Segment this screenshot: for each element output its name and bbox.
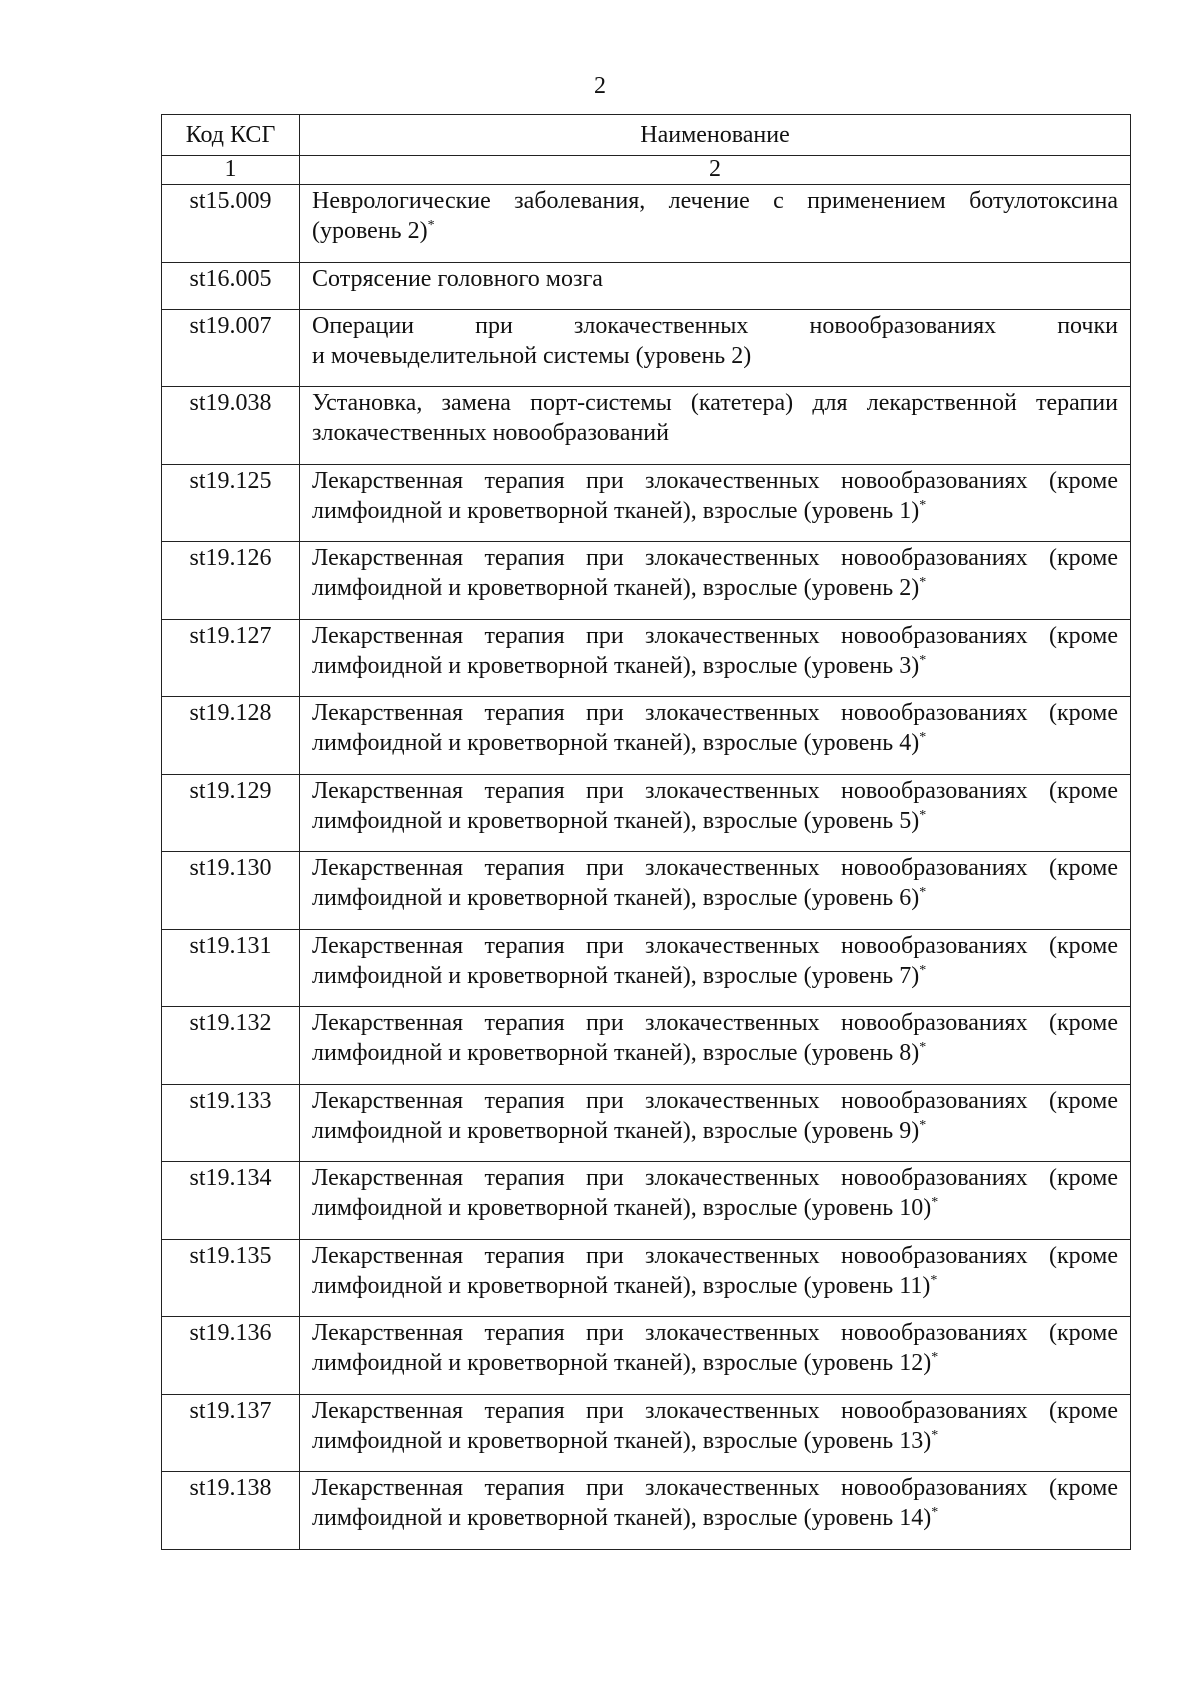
table-row: [162, 1007, 1131, 1085]
ksg-name-line: [312, 1241, 1118, 1271]
ksg-name: [300, 309, 1131, 387]
ksg-code: st16.005: [162, 262, 300, 309]
table-row: [162, 387, 1131, 465]
ksg-name-text: Лекарственная терапия при злокачественных новообразованиях (кроме: [312, 622, 1118, 649]
ksg-name: [300, 1472, 1131, 1550]
table-row: [162, 852, 1131, 930]
table-row: [162, 185, 1131, 263]
ksg-name-text: Сотрясение головного мозга: [312, 265, 603, 292]
ksg-name-text: лимфоидной и кроветворной тканей), взрослые (уровень 11): [312, 1272, 931, 1299]
ksg-code: st19.135: [162, 1239, 300, 1317]
ksg-name-line: [312, 1503, 1118, 1533]
header-row: [162, 115, 1131, 156]
footnote-marker: *: [919, 730, 927, 745]
header-code: Код КСГ: [162, 115, 300, 156]
ksg-name-text: лимфоидной и кроветворной тканей), взрослые (уровень 10): [312, 1195, 932, 1221]
ksg-name: [300, 1162, 1131, 1240]
table-row: [162, 619, 1131, 697]
table-row: [162, 1394, 1131, 1472]
table-header: [162, 115, 1131, 185]
footnote-marker: *: [919, 575, 927, 590]
ksg-name-line: [312, 651, 1118, 681]
ksg-name-line: [312, 1348, 1118, 1378]
ksg-name: [300, 929, 1131, 1007]
footnote-marker: *: [931, 1195, 939, 1210]
footnote-marker: *: [919, 652, 927, 668]
ksg-name-text: Лекарственная терапия при злокачественных новообразованиях (кроме: [312, 545, 1118, 571]
ksg-name-line: [312, 698, 1118, 728]
ksg-name-text: Лекарственная терапия при злокачественных новообразованиях (кроме: [312, 1242, 1118, 1269]
footnote-marker: *: [919, 885, 927, 900]
ksg-name-text: Неврологические заболевания, лечение с применением ботулотоксина: [312, 188, 1118, 214]
ksg-name-line: [312, 621, 1118, 651]
ksg-name-text: Лекарственная терапия при злокачественных новообразованиях (кроме: [312, 855, 1118, 881]
ksg-table: [161, 114, 1131, 1550]
ksg-name-text: Операции при злокачественных новообразованиях почки: [312, 312, 1118, 339]
ksg-name-line: [312, 418, 1118, 448]
ksg-name-text: лимфоидной и кроветворной тканей), взрослые (уровень 3): [312, 652, 920, 679]
ksg-code: st19.127: [162, 619, 300, 697]
ksg-name-line: [312, 1426, 1118, 1456]
ksg-code: st19.131: [162, 929, 300, 1007]
ksg-name-text: злокачественных новообразований: [312, 420, 669, 446]
ksg-name-text: лимфоидной и кроветворной тканей), взрослые (уровень 8): [312, 1040, 920, 1066]
ksg-name-line: [312, 1163, 1118, 1193]
ksg-name-text: лимфоидной и кроветворной тканей), взрослые (уровень 6): [312, 885, 920, 911]
ksg-name: [300, 1239, 1131, 1317]
ksg-name-text: лимфоидной и кроветворной тканей), взрослые (уровень 9): [312, 1117, 920, 1144]
ksg-name-line: [312, 341, 1118, 371]
ksg-name-text: лимфоидной и кроветворной тканей), взрослые (уровень 12): [312, 1350, 932, 1376]
ksg-name-text: Лекарственная терапия при злокачественных новообразованиях (кроме: [312, 1010, 1118, 1036]
ksg-name-line: [312, 388, 1118, 418]
ksg-code: st15.009: [162, 185, 300, 263]
table-row: [162, 1084, 1131, 1162]
ksg-name: [300, 1084, 1131, 1162]
column-numbers-row: [162, 156, 1131, 185]
ksg-code: st19.137: [162, 1394, 300, 1472]
ksg-name-line: [312, 1193, 1118, 1223]
ksg-code: st19.126: [162, 542, 300, 620]
ksg-name-line: [312, 496, 1118, 526]
table-row: [162, 929, 1131, 1007]
ksg-name-line: [312, 1396, 1118, 1426]
ksg-name-text: Установка, замена порт-системы (катетера) для лекарственной терапии: [312, 390, 1118, 416]
ksg-name-text: и мочевыделительной системы (уровень 2): [312, 342, 752, 369]
ksg-name-text: лимфоидной и кроветворной тканей), взрослые (уровень 7): [312, 962, 920, 989]
ksg-name-line: [312, 1318, 1118, 1348]
ksg-name: [300, 262, 1131, 309]
ksg-name-line: [312, 806, 1118, 836]
ksg-code: st19.132: [162, 1007, 300, 1085]
ksg-name-text: Лекарственная терапия при злокачественных новообразованиях (кроме: [312, 1087, 1118, 1114]
ksg-name-text: лимфоидной и кроветворной тканей), взрослые (уровень 14): [312, 1505, 932, 1531]
ksg-code: st19.134: [162, 1162, 300, 1240]
ksg-name-line: [312, 216, 1118, 246]
ksg-name-text: лимфоидной и кроветворной тканей), взрослые (уровень 1): [312, 497, 920, 524]
table-row: [162, 1472, 1131, 1550]
ksg-name: [300, 1007, 1131, 1085]
footnote-marker: *: [931, 1505, 939, 1520]
table-row: [162, 262, 1131, 309]
footnote-marker: *: [931, 1427, 939, 1443]
footnote-marker: *: [919, 1117, 927, 1133]
ksg-name-line: [312, 853, 1118, 883]
header-name: Наименование: [300, 115, 1131, 156]
ksg-name-line: [312, 1038, 1118, 1068]
footnote-marker: *: [930, 1272, 938, 1288]
ksg-name-text: лимфоидной и кроветворной тканей), взрослые (уровень 5): [312, 807, 920, 834]
table-row: [162, 774, 1131, 852]
ksg-code: st19.038: [162, 387, 300, 465]
ksg-name-line: [312, 776, 1118, 806]
ksg-name-line: [312, 1116, 1118, 1146]
ksg-code: st19.136: [162, 1317, 300, 1395]
ksg-name: [300, 185, 1131, 263]
ksg-name-text: Лекарственная терапия при злокачественных новообразованиях (кроме: [312, 700, 1118, 726]
ksg-name: [300, 464, 1131, 542]
footnote-marker: *: [919, 962, 927, 978]
ksg-name-line: [312, 466, 1118, 496]
ksg-name-line: [312, 728, 1118, 758]
column-number-2: 2: [300, 156, 1131, 185]
ksg-name-line: [312, 961, 1118, 991]
table-row: [162, 542, 1131, 620]
table-row: [162, 697, 1131, 775]
footnote-marker: *: [919, 807, 927, 823]
table-row: [162, 1317, 1131, 1395]
ksg-name-line: [312, 573, 1118, 603]
ksg-name: [300, 774, 1131, 852]
table-body: [162, 185, 1131, 1550]
ksg-name-text: лимфоидной и кроветворной тканей), взрослые (уровень 4): [312, 730, 920, 756]
table-row: [162, 309, 1131, 387]
ksg-name-text: Лекарственная терапия при злокачественных новообразованиях (кроме: [312, 467, 1118, 494]
ksg-code: st19.138: [162, 1472, 300, 1550]
ksg-code: st19.129: [162, 774, 300, 852]
ksg-name-text: Лекарственная терапия при злокачественных новообразованиях (кроме: [312, 1320, 1118, 1346]
ksg-name: [300, 1317, 1131, 1395]
page-number: 2: [594, 73, 606, 99]
ksg-code: st19.125: [162, 464, 300, 542]
footnote-marker: *: [931, 1350, 939, 1365]
ksg-code: st19.007: [162, 309, 300, 387]
ksg-name-text: Лекарственная терапия при злокачественных новообразованиях (кроме: [312, 932, 1118, 959]
ksg-name-line: [312, 1271, 1118, 1301]
column-number-1: 1: [162, 156, 300, 185]
ksg-name-line: [312, 883, 1118, 913]
ksg-name-line: [312, 264, 1118, 294]
ksg-name-line: [312, 931, 1118, 961]
ksg-name-text: (уровень 2): [312, 218, 428, 244]
ksg-name: [300, 1394, 1131, 1472]
table-row: [162, 464, 1131, 542]
ksg-name-line: [312, 311, 1118, 341]
ksg-code: st19.130: [162, 852, 300, 930]
footnote-marker: *: [919, 1040, 927, 1055]
ksg-name-line: [312, 1086, 1118, 1116]
ksg-name-text: лимфоидной и кроветворной тканей), взрослые (уровень 13): [312, 1427, 932, 1454]
ksg-name: [300, 697, 1131, 775]
ksg-name-line: [312, 1473, 1118, 1503]
ksg-name-text: Лекарственная терапия при злокачественных новообразованиях (кроме: [312, 1475, 1118, 1501]
table-row: [162, 1162, 1131, 1240]
ksg-name-line: [312, 543, 1118, 573]
ksg-name: [300, 542, 1131, 620]
table-row: [162, 1239, 1131, 1317]
ksg-code: st19.128: [162, 697, 300, 775]
footnote-marker: *: [919, 497, 927, 513]
ksg-name-text: лимфоидной и кроветворной тканей), взрослые (уровень 2): [312, 575, 920, 601]
footnote-marker: *: [427, 218, 435, 233]
ksg-name: [300, 387, 1131, 465]
ksg-name-line: [312, 1008, 1118, 1038]
ksg-name-text: Лекарственная терапия при злокачественных новообразованиях (кроме: [312, 1165, 1118, 1191]
ksg-name: [300, 619, 1131, 697]
ksg-name-line: [312, 186, 1118, 216]
ksg-name: [300, 852, 1131, 930]
ksg-name-text: Лекарственная терапия при злокачественных новообразованиях (кроме: [312, 777, 1118, 804]
ksg-name-text: Лекарственная терапия при злокачественных новообразованиях (кроме: [312, 1397, 1118, 1424]
ksg-code: st19.133: [162, 1084, 300, 1162]
